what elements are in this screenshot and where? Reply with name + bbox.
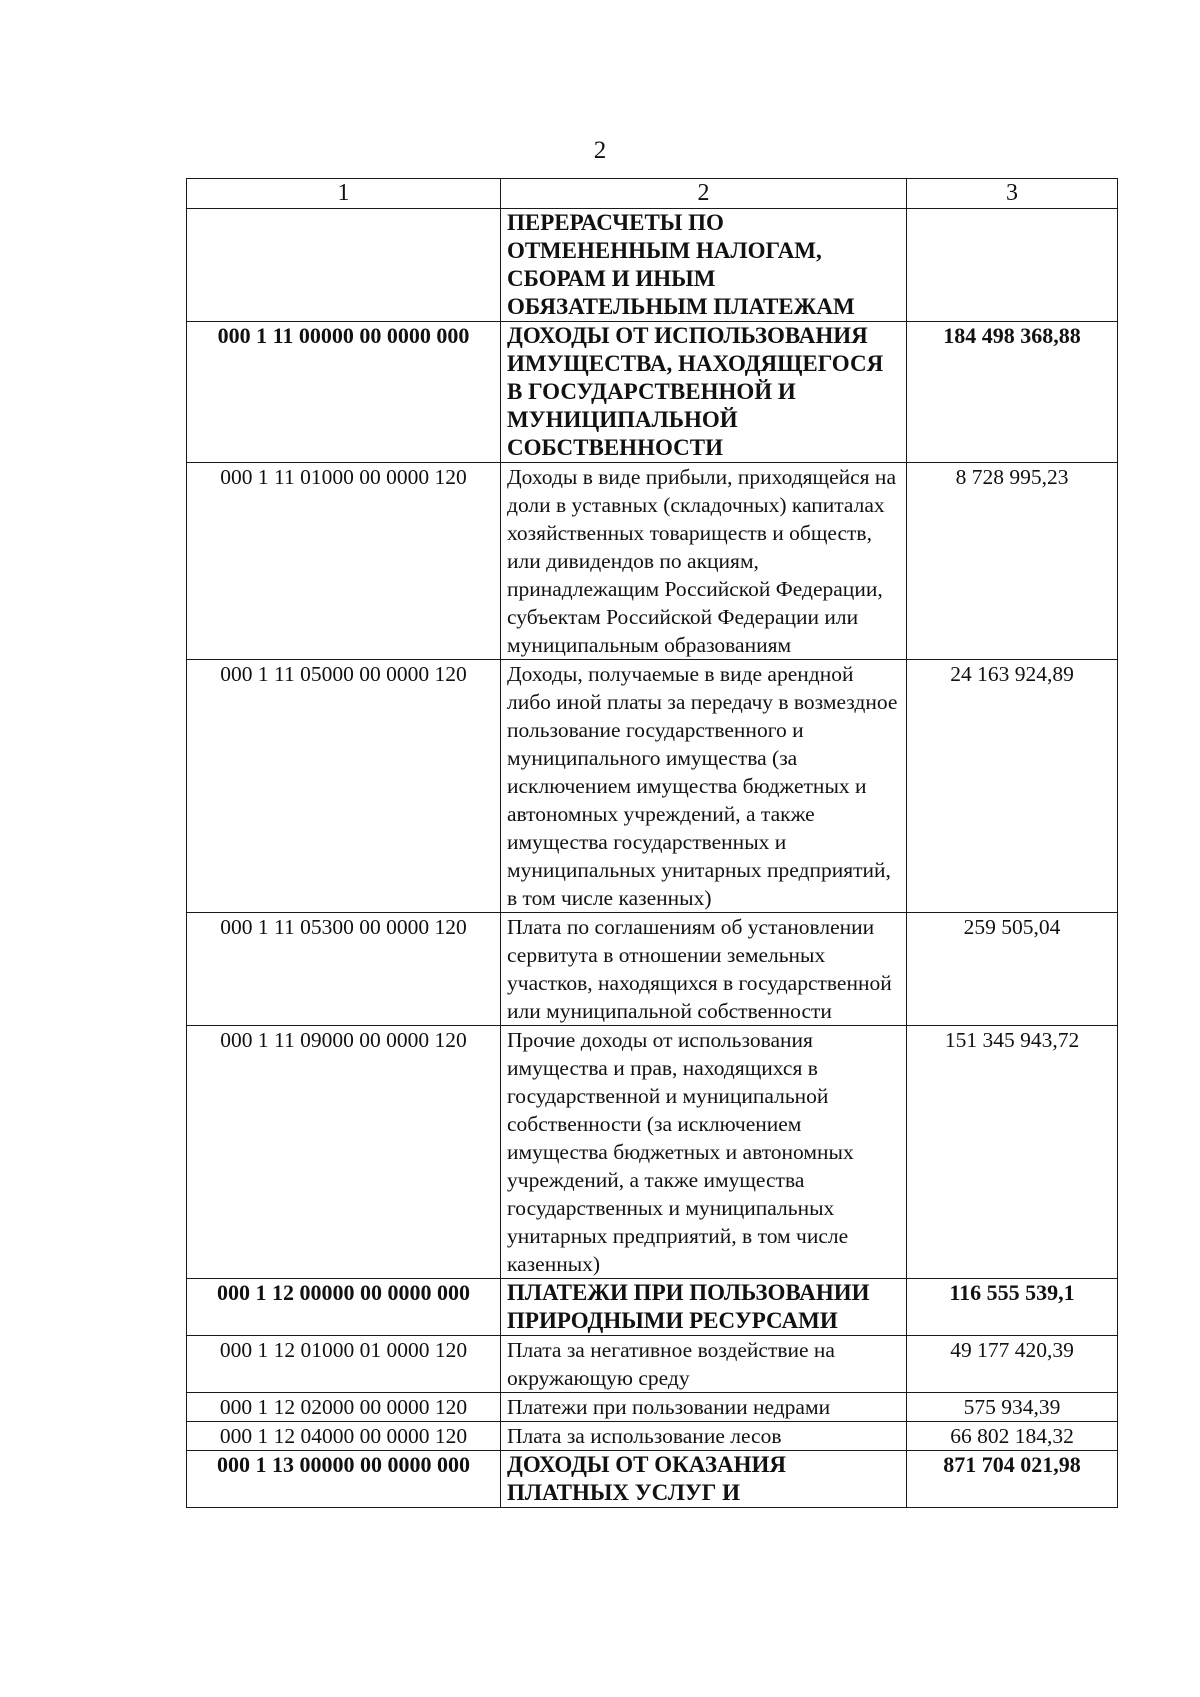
page-number: 2 <box>593 137 607 164</box>
row-name: ПЛАТЕЖИ ПРИ ПОЛЬЗОВАНИИ ПРИРОДНЫМИ РЕСУРСАМИ <box>501 1279 907 1336</box>
row-name: Доходы в виде прибыли, приходящейся на доли в уставных (складочных) капиталах хозяйственных товариществ и обществ, или дивидендов по акциям, принадлежащим Российской Федерации, субъектам Российской Федерации или муниципальным образованиям <box>501 463 907 660</box>
row-amount: 66 802 184,32 <box>907 1422 1118 1451</box>
row-name: ДОХОДЫ ОТ ИСПОЛЬЗОВАНИЯ ИМУЩЕСТВА, НАХОДЯЩЕГОСЯ В ГОСУДАРСТВЕННОЙ И МУНИЦИПАЛЬНОЙ СОБСТВЕННОСТИ <box>501 322 907 463</box>
table-row <box>187 660 1118 913</box>
row-name: Плата за негативное воздействие на окружающую среду <box>501 1336 907 1393</box>
row-code: 000 1 12 01000 01 0000 120 <box>187 1336 501 1393</box>
row-code: 000 1 12 00000 00 0000 000 <box>187 1279 501 1336</box>
row-name: Платежи при пользовании недрами <box>501 1393 907 1422</box>
table-row <box>187 1422 1118 1451</box>
table-row <box>187 322 1118 463</box>
row-name: ДОХОДЫ ОТ ОКАЗАНИЯ ПЛАТНЫХ УСЛУГ И <box>501 1451 907 1508</box>
row-name: ПЕРЕРАСЧЕТЫ ПО ОТМЕНЕННЫМ НАЛОГАМ, СБОРАМ И ИНЫМ ОБЯЗАТЕЛЬНЫМ ПЛАТЕЖАМ <box>501 209 907 322</box>
row-code: 000 1 11 01000 00 0000 120 <box>187 463 501 660</box>
row-amount: 184 498 368,88 <box>907 322 1118 463</box>
table-row <box>187 1393 1118 1422</box>
table-header-row <box>187 179 1118 209</box>
column-header-2: 2 <box>501 179 907 209</box>
table-row <box>187 1279 1118 1336</box>
row-name: Доходы, получаемые в виде арендной либо иной платы за передачу в возмездное пользование государственного и муниципального имущества (за исключением имущества бюджетных и автономных учреждений, а также имущества государственных и муниципальных унитарных предприятий, в том числе казенных) <box>501 660 907 913</box>
column-header-3: 3 <box>907 179 1118 209</box>
row-code: 000 1 11 00000 00 0000 000 <box>187 322 501 463</box>
revenue-table <box>186 178 1118 1508</box>
table-row <box>187 913 1118 1026</box>
row-amount: 871 704 021,98 <box>907 1451 1118 1508</box>
table-row <box>187 463 1118 660</box>
column-header-1: 1 <box>187 179 501 209</box>
row-name: Плата за использование лесов <box>501 1422 907 1451</box>
row-amount: 49 177 420,39 <box>907 1336 1118 1393</box>
row-amount: 8 728 995,23 <box>907 463 1118 660</box>
row-code: 000 1 11 09000 00 0000 120 <box>187 1026 501 1279</box>
row-amount <box>907 209 1118 322</box>
table-row <box>187 1451 1118 1508</box>
row-amount: 116 555 539,1 <box>907 1279 1118 1336</box>
row-amount: 575 934,39 <box>907 1393 1118 1422</box>
row-name: Прочие доходы от использования имущества и прав, находящихся в государственной и муниципальной собственности (за исключением имущества бюджетных и автономных учреждений, а также имущества государственных и муниципальных унитарных предприятий, в том числе казенных) <box>501 1026 907 1279</box>
row-code: 000 1 11 05000 00 0000 120 <box>187 660 501 913</box>
row-code: 000 1 11 05300 00 0000 120 <box>187 913 501 1026</box>
row-code: 000 1 13 00000 00 0000 000 <box>187 1451 501 1508</box>
row-amount: 151 345 943,72 <box>907 1026 1118 1279</box>
row-amount: 259 505,04 <box>907 913 1118 1026</box>
row-amount: 24 163 924,89 <box>907 660 1118 913</box>
table-row <box>187 1336 1118 1393</box>
row-code <box>187 209 501 322</box>
table-row <box>187 209 1118 322</box>
row-name: Плата по соглашениям об установлении сервитута в отношении земельных участков, находящихся в государственной или муниципальной собственности <box>501 913 907 1026</box>
row-code: 000 1 12 02000 00 0000 120 <box>187 1393 501 1422</box>
table-row <box>187 1026 1118 1279</box>
row-code: 000 1 12 04000 00 0000 120 <box>187 1422 501 1451</box>
